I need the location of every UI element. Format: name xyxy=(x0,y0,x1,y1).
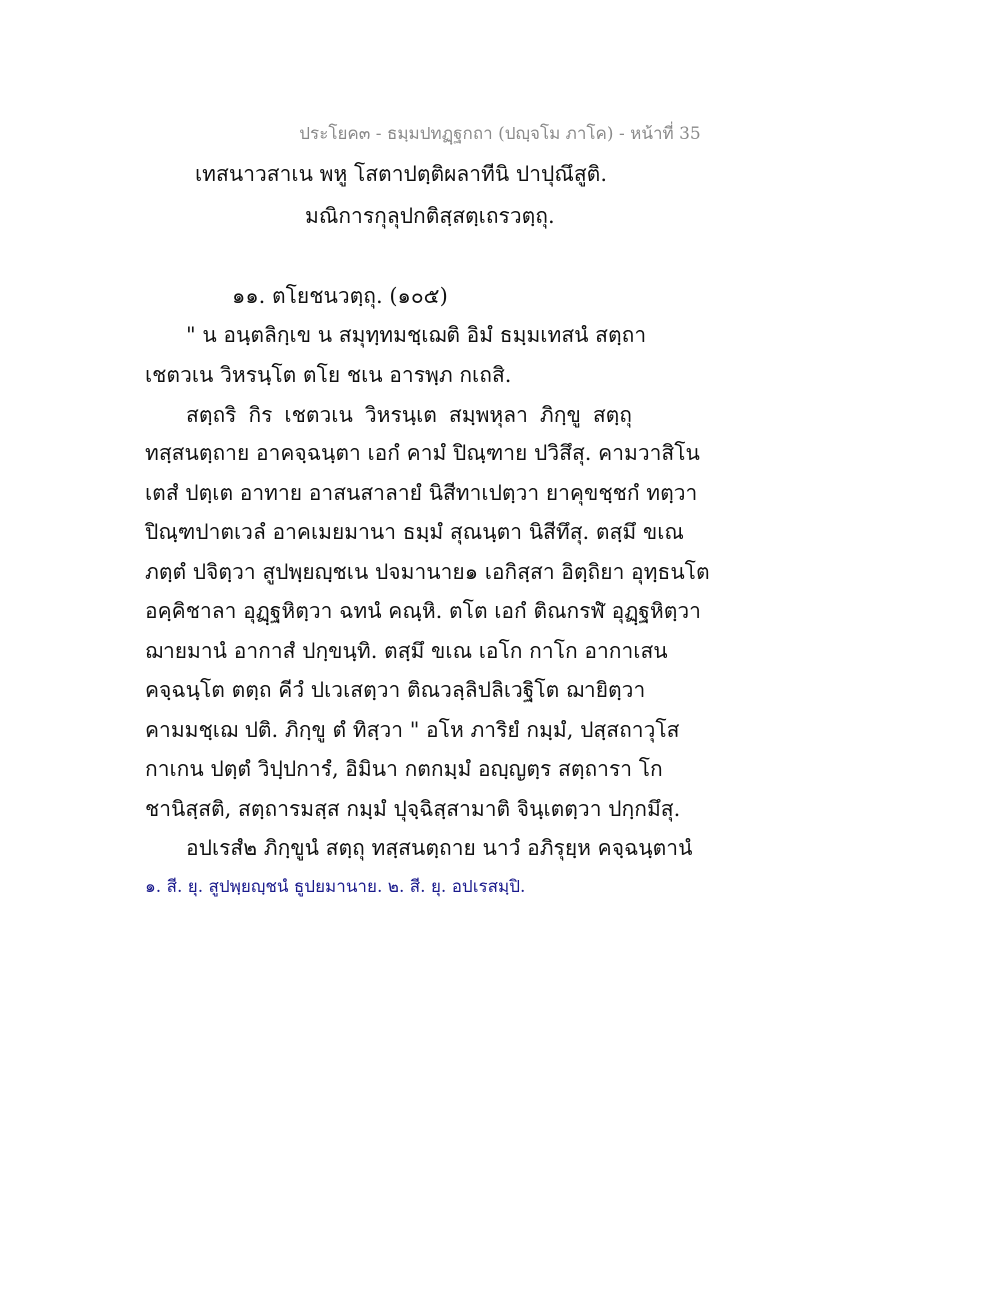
story-title: มณิการกุลุปกติสฺสตฺเถรวตฺถุ. xyxy=(305,204,555,228)
section-heading: ๑๑. ตโยชนวตฺถุ. (๑๐๕) xyxy=(232,284,448,308)
body-line-15: ชานิสฺสติ, สตฺถารมสฺส กมฺมํ ปุจฺฉิสฺสามาติ จินฺเตตฺวา ปกฺกมึสุ. xyxy=(145,797,681,821)
page-header-text: ประโยค๓ - ธมฺมปทฏฺฐกถา (ปญฺจโม ภาโค) - หน้าที่ 35 xyxy=(299,124,701,144)
page-header xyxy=(0,122,1000,146)
body-line-12: คจฺฉนฺโต ตตฺถ คีวํ ปเวเสตฺวา ติณวลฺลิปลิเวฐิโต ฌายิตฺวา xyxy=(145,678,646,702)
body-line-6: ทสฺสนตฺถาย อาคจฺฉนฺตา เอกํ คามํ ปิณฺฑาย ปวิสึสุ. คามวาสิโน xyxy=(145,441,700,465)
body-line-11: ฌายมานํ อากาสํ ปกฺขนฺทิ. ตสฺมึ ขเณ เอโก กาโก อากาเสน xyxy=(145,639,668,663)
body-line-4: เชตวเน วิหรนฺโต ตโย ชเน อารพฺภ กเถสิ. xyxy=(145,363,512,387)
footnote: ๑. สี. ยุ. สูปพฺยญฺชนํ ธูปยมานาย. ๒. สี. ยุ. อปเรสมฺปิ. xyxy=(145,877,526,897)
body-line-9: ภตฺตํ ปจิตฺวา สูปพฺยญฺชเน ปจมานาย๑ เอกิสฺสา อิตฺถิยา อุทฺธนโต xyxy=(145,560,710,584)
body-line-3: " น อนฺตลิกฺเข น สมุทฺทมชฺเฌติ อิมํ ธมฺมเทสนํ สตฺถา xyxy=(186,323,647,347)
body-line-1: เทสนาวสาเน พหู โสตาปตฺติผลาทีนิ ปาปุณึสูติ. xyxy=(195,162,607,186)
body-line-16: อปเรสํ๒ ภิกฺขูนํ สตฺถุ ทสฺสนตฺถาย นาวํ อภิรุยฺห คจฺฉนฺตานํ xyxy=(186,836,693,860)
body-line-14: กาเกน ปตฺตํ วิปฺปการํ, อิมินา กตกมฺมํ อญฺญตฺร สตฺถารา โก xyxy=(145,757,663,781)
body-line-7: เตสํ ปตฺเต อาทาย อาสนสาลายํ นิสีทาเปตฺวา ยาคุขชฺชกํ ทตฺวา xyxy=(145,481,698,505)
body-line-10: อคฺคิชาลา อุฏฺฐหิตฺวา ฉทนํ คณฺหิ. ตโต เอกํ ติณกรฬํ อุฏฺฐหิตฺวา xyxy=(145,599,701,623)
body-line-8: ปิณฺฑปาตเวลํ อาคเมยมานา ธมฺมํ สุณนฺตา นิสีทึสุ. ตสฺมึ ขเณ xyxy=(145,520,684,544)
body-line-5: สตฺถริ กิร เชตวเน วิหรนฺเต สมฺพหุลา ภิกฺขู สตฺถุ xyxy=(186,403,632,427)
body-line-13: คามมชฺเฌ ปติ. ภิกฺขู ตํ ทิสฺวา " อโห ภาริยํ กมฺมํ, ปสฺสถาวุโส xyxy=(145,718,680,742)
